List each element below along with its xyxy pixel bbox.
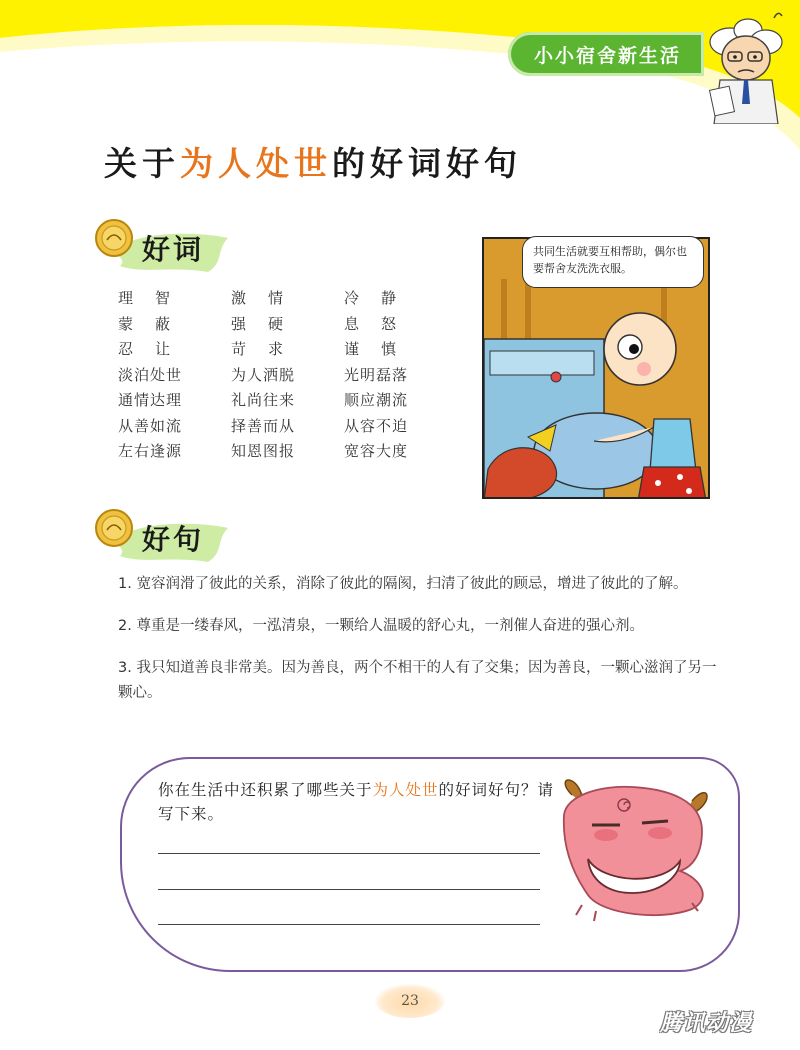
prompt-highlight: 为人处世 [372, 781, 439, 799]
watermark: 腾讯动漫 [660, 1011, 753, 1036]
word-item: 淡泊处世 [118, 365, 183, 384]
coin-icon [94, 218, 134, 258]
answer-line[interactable] [158, 924, 540, 925]
word-item: 强硬 [231, 314, 306, 333]
word-item: 光明磊落 [344, 365, 409, 384]
word-item: 为人洒脱 [231, 365, 296, 384]
page-title: 关于为人处世的好词好句 [104, 144, 522, 183]
sentences-section-heading [92, 506, 232, 566]
sentence-item: 3. 我只知道善良非常美。因为善良，两个不相干的人有了交集；因为善良，一颗心滋润了另一颗心。 [118, 660, 717, 701]
series-title: 小小宿舍新生活 [534, 44, 682, 67]
title-highlight: 为人处世 [180, 144, 332, 183]
answer-line[interactable] [158, 853, 540, 854]
sentence-item: 1. 宽容润滑了彼此的关系，消除了彼此的隔阂，扫清了彼此的顾忌，增进了彼此的了解。 [118, 576, 688, 592]
pink-monster-illustration [552, 775, 722, 925]
word-item: 择善而从 [231, 416, 296, 435]
word-item: 知恩图报 [231, 442, 296, 460]
word-item: 激情 [231, 289, 306, 307]
answer-line[interactable] [158, 889, 540, 890]
words-heading-label: 好词 [142, 233, 205, 266]
word-item: 理智 [118, 289, 193, 307]
word-item: 通情达理 [118, 391, 183, 409]
word-list [118, 287, 418, 463]
word-item: 苛求 [231, 340, 306, 358]
page-number: 23 [375, 984, 445, 1018]
sentence-item: 2. 尊重是一缕春风，一泓清泉，一颗给人温暖的舒心丸，一剂催人奋进的强心剂。 [118, 618, 644, 634]
professor-character-illustration [690, 6, 790, 124]
sentence-list [118, 572, 718, 723]
words-section-heading [92, 216, 232, 276]
coin-icon [94, 508, 134, 548]
header-yellow-band [0, 0, 800, 160]
word-item: 左右逢源 [118, 442, 183, 460]
word-item: 宽容大度 [344, 442, 409, 460]
speech-bubble [522, 236, 704, 288]
word-item: 顺应潮流 [344, 391, 409, 409]
word-item: 从善如流 [118, 416, 183, 435]
word-item: 冷静 [344, 289, 419, 307]
series-title-tab [508, 32, 704, 76]
sentences-heading-label: 好句 [142, 523, 205, 556]
exercise-prompt: 你在生活中还积累了哪些关于为人处世的好词好句？请写下来。 [158, 781, 555, 823]
word-item: 蒙蔽 [118, 314, 193, 333]
word-item: 忍让 [118, 340, 193, 358]
word-item: 息怒 [344, 314, 419, 333]
word-item: 从容不迫 [344, 416, 409, 435]
word-item: 谨慎 [344, 340, 419, 358]
word-item: 礼尚往来 [231, 391, 296, 409]
speech-bubble-text: 共同生活就要互相帮助，偶尔也要帮舍友洗洗衣服。 [533, 245, 687, 275]
